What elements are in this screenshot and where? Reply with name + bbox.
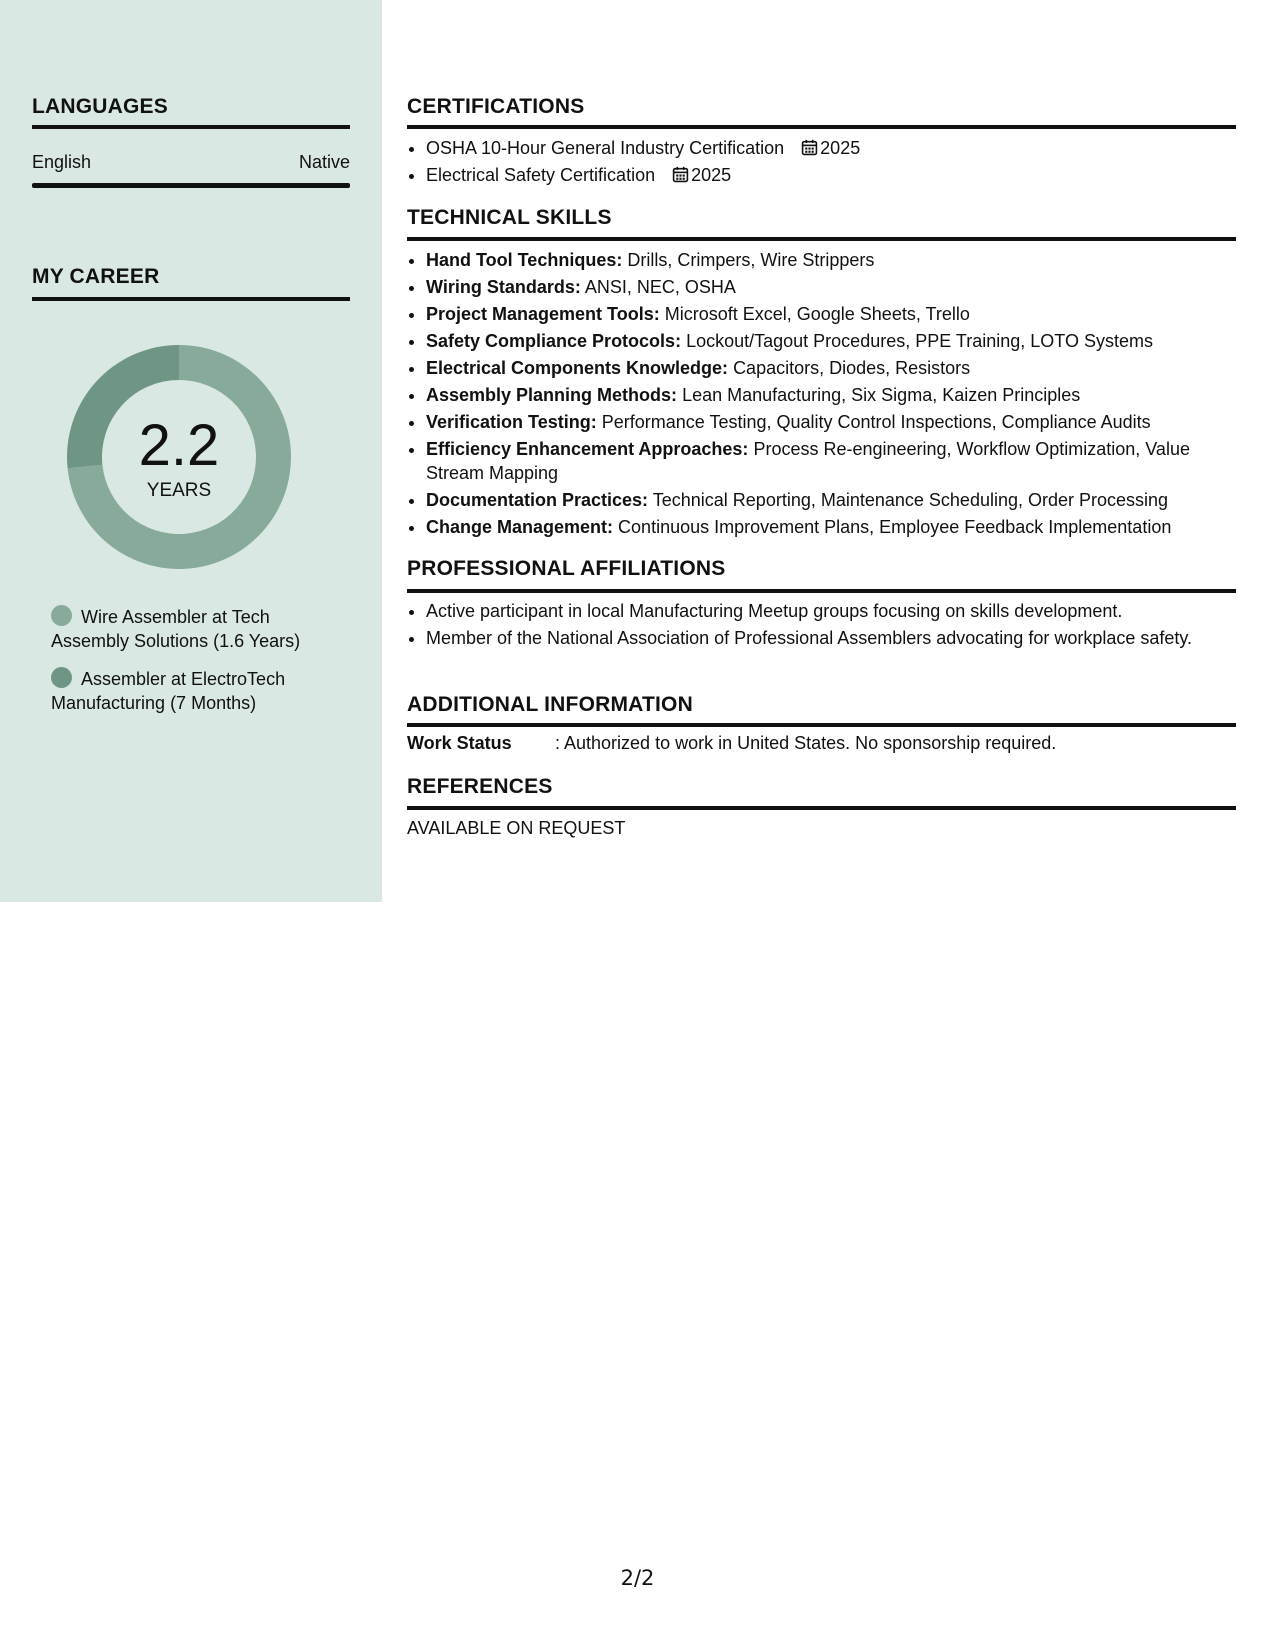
skill-value: Continuous Improvement Plans, Employee Feedback Implementation [618,517,1172,537]
certifications-rule [407,125,1236,129]
skill-item [426,515,1236,539]
skill-label: Assembly Planning Methods: [426,385,678,405]
skill-item [426,248,1236,272]
career-title: MY CAREER [32,265,160,288]
skill-value: Drills, Crimpers, Wire Strippers [627,250,875,270]
career-donut-chart [66,344,292,570]
calendar-icon [672,166,689,183]
skill-value: Process Re-engineering, Workflow Optimization, Value Stream Mapping [426,439,1190,483]
references-title: REFERENCES [407,775,553,798]
skill-item [426,383,1236,407]
affiliation-item: • Active participant in local Manufacturing Meetup groups focusing on skills development. [426,599,1236,623]
affiliations-title: PROFESSIONAL AFFILIATIONS [407,557,726,580]
skill-label: Wiring Standards: [426,277,581,297]
career-legend-item-1 [51,605,351,653]
skill-label: Documentation Practices: [426,490,649,510]
references-text: AVAILABLE ON REQUEST [407,818,626,838]
certification-name: OSHA 10-Hour General Industry Certification [426,138,785,158]
affiliations-list [407,599,1236,653]
skill-label: Electrical Components Knowledge: [426,358,729,378]
languages-title: LANGUAGES [32,95,168,118]
calendar-icon [801,139,818,156]
certification-name: Electrical Safety Certification [426,165,656,185]
work-status-label: Work Status [407,733,512,753]
certification-year: 2025 [691,165,732,185]
technical-skills-rule [407,237,1236,241]
language-row [32,152,350,173]
skill-item [426,275,1236,299]
career-legend-label: Assembler at ElectroTech Manufacturing (7 Months) [51,669,286,713]
skill-value: Capacitors, Diodes, Resistors [733,358,971,378]
skill-value: Technical Reporting, Maintenance Scheduling, Order Processing [652,490,1169,510]
work-status-row [407,733,1236,754]
affiliation-item: • Member of the National Association of Professional Assemblers advocating for workplace safety. [426,626,1236,650]
references-rule [407,806,1236,810]
skill-label: Hand Tool Techniques: [426,250,623,270]
skill-item [426,437,1236,485]
affiliations-rule [407,589,1236,593]
sidebar [0,0,382,902]
skill-item [426,488,1236,512]
skill-label: Project Management Tools: [426,304,660,324]
skill-item [426,329,1236,353]
certification-year: 2025 [820,138,861,158]
technical-skills-list [407,248,1236,542]
career-total-unit: YEARS [146,480,212,501]
donut-center [66,344,292,570]
certification-item [426,136,1236,160]
skill-value: Performance Testing, Quality Control Inspections, Compliance Audits [601,412,1151,432]
language-level-bar [32,183,350,188]
career-legend-item-2 [51,667,351,715]
skill-item [426,302,1236,326]
work-status-value: : Authorized to work in United States. No sponsorship required. [555,733,1057,753]
skill-value: Microsoft Excel, Google Sheets, Trello [664,304,970,324]
skill-label: Change Management: [426,517,614,537]
skill-label: Verification Testing: [426,412,597,432]
certification-item [426,163,1236,187]
skill-item [426,356,1236,380]
career-legend-label: Wire Assembler at Tech Assembly Solutions (1.6 Years) [51,607,301,651]
certifications-title: CERTIFICATIONS [407,95,585,118]
additional-info-title: ADDITIONAL INFORMATION [407,693,693,716]
language-name: English [32,152,92,172]
skill-label: Efficiency Enhancement Approaches: [426,439,749,459]
legend-dot-icon [51,667,72,688]
certifications-list [407,136,1236,190]
skill-value: Lean Manufacturing, Six Sigma, Kaizen Principles [682,385,1081,405]
page-number: 2/2 [620,1566,655,1590]
legend-dot-icon [51,605,72,626]
language-level: Native [298,152,350,172]
career-total-value: 2.2 [138,413,220,478]
technical-skills-title: TECHNICAL SKILLS [407,206,612,229]
skill-label: Safety Compliance Protocols: [426,331,682,351]
career-title-rule [32,297,350,301]
skill-value: ANSI, NEC, OSHA [584,277,736,297]
skill-value: Lockout/Tagout Procedures, PPE Training, LOTO Systems [686,331,1153,351]
skill-item [426,410,1236,434]
additional-info-rule [407,723,1236,727]
languages-title-rule [32,125,350,129]
